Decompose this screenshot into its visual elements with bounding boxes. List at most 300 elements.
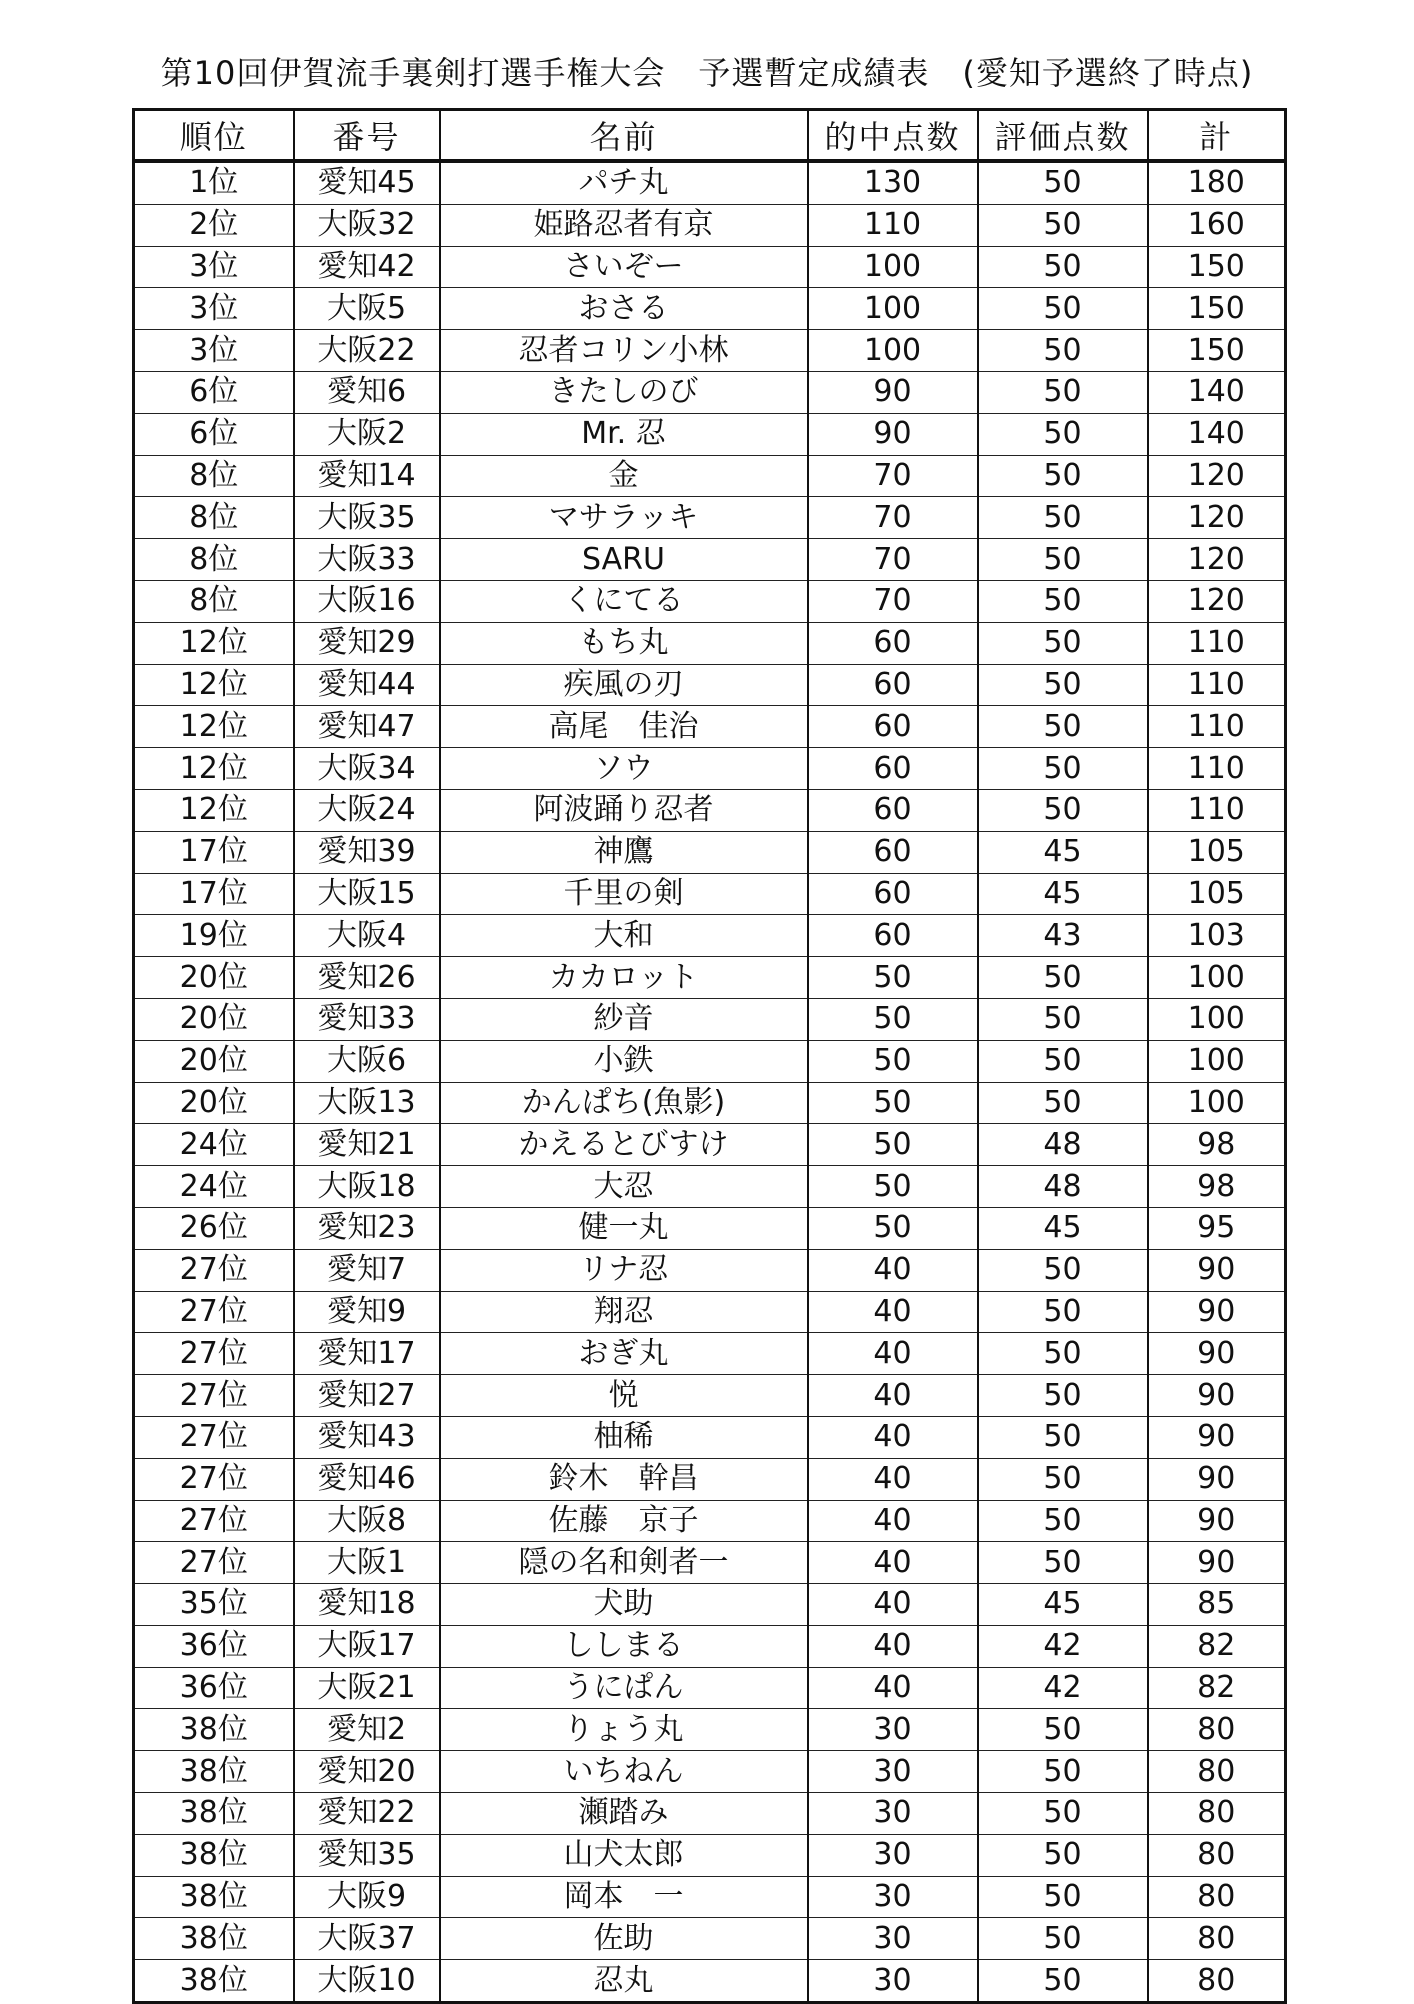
cell-eval-points: 50: [978, 998, 1148, 1040]
cell-name: 千里の剣: [440, 873, 808, 915]
table-row: [134, 371, 1286, 413]
cell-total: 90: [1148, 1291, 1286, 1333]
cell-name: 佐助: [440, 1918, 808, 1960]
table-row: [134, 915, 1286, 957]
cell-total: 80: [1148, 1751, 1286, 1793]
cell-hit-points: 100: [808, 246, 978, 288]
header-name: 名前: [440, 110, 808, 162]
cell-total: 120: [1148, 497, 1286, 539]
table-row: [134, 748, 1286, 790]
cell-rank: 38位: [134, 1876, 294, 1918]
cell-total: 90: [1148, 1458, 1286, 1500]
cell-total: 140: [1148, 371, 1286, 413]
table-row: [134, 1793, 1286, 1835]
cell-hit-points: 40: [808, 1584, 978, 1626]
cell-eval-points: 50: [978, 455, 1148, 497]
cell-hit-points: 40: [808, 1625, 978, 1667]
table-row: [134, 706, 1286, 748]
cell-number: 愛知22: [294, 1793, 440, 1835]
cell-hit-points: 70: [808, 497, 978, 539]
cell-eval-points: 50: [978, 1040, 1148, 1082]
table-row: [134, 288, 1286, 330]
cell-total: 103: [1148, 915, 1286, 957]
table-row: [134, 1709, 1286, 1751]
cell-hit-points: 40: [808, 1375, 978, 1417]
table-row: [134, 1375, 1286, 1417]
cell-eval-points: 50: [978, 497, 1148, 539]
cell-total: 100: [1148, 1040, 1286, 1082]
cell-number: 大阪16: [294, 580, 440, 622]
cell-eval-points: 50: [978, 580, 1148, 622]
cell-number: 大阪8: [294, 1500, 440, 1542]
table-row: [134, 1124, 1286, 1166]
cell-rank: 20位: [134, 1082, 294, 1124]
cell-hit-points: 70: [808, 539, 978, 581]
cell-hit-points: 100: [808, 330, 978, 372]
cell-hit-points: 60: [808, 915, 978, 957]
cell-number: 愛知43: [294, 1416, 440, 1458]
cell-rank: 20位: [134, 998, 294, 1040]
cell-hit-points: 50: [808, 1040, 978, 1082]
cell-name: 神鷹: [440, 831, 808, 873]
cell-eval-points: 50: [978, 1876, 1148, 1918]
cell-name: 阿波踊り忍者: [440, 789, 808, 831]
cell-number: 愛知6: [294, 371, 440, 413]
cell-eval-points: 50: [978, 204, 1148, 246]
cell-rank: 20位: [134, 1040, 294, 1082]
cell-total: 98: [1148, 1124, 1286, 1166]
cell-eval-points: 50: [978, 288, 1148, 330]
table-row: [134, 1751, 1286, 1793]
cell-rank: 38位: [134, 1918, 294, 1960]
table-row: [134, 873, 1286, 915]
cell-name: 小鉄: [440, 1040, 808, 1082]
cell-rank: 8位: [134, 539, 294, 581]
cell-rank: 2位: [134, 204, 294, 246]
cell-rank: 38位: [134, 1751, 294, 1793]
cell-hit-points: 30: [808, 1709, 978, 1751]
table-row: [134, 1166, 1286, 1208]
table-row: [134, 413, 1286, 455]
cell-hit-points: 50: [808, 1124, 978, 1166]
cell-number: 大阪1: [294, 1542, 440, 1584]
cell-number: 愛知23: [294, 1207, 440, 1249]
table-row: [134, 1040, 1286, 1082]
table-row: [134, 246, 1286, 288]
cell-total: 82: [1148, 1625, 1286, 1667]
cell-total: 105: [1148, 873, 1286, 915]
cell-eval-points: 42: [978, 1625, 1148, 1667]
cell-name: いちねん: [440, 1751, 808, 1793]
cell-name: 紗音: [440, 998, 808, 1040]
table-row: [134, 1500, 1286, 1542]
cell-name: 柚稀: [440, 1416, 808, 1458]
cell-name: きたしのび: [440, 371, 808, 413]
cell-number: 愛知7: [294, 1249, 440, 1291]
cell-name: 大忍: [440, 1166, 808, 1208]
table-row: [134, 1458, 1286, 1500]
cell-name: ソウ: [440, 748, 808, 790]
cell-eval-points: 50: [978, 1082, 1148, 1124]
table-row: [134, 1291, 1286, 1333]
cell-rank: 38位: [134, 1960, 294, 2003]
cell-hit-points: 50: [808, 1207, 978, 1249]
cell-name: 忍丸: [440, 1960, 808, 2003]
cell-total: 80: [1148, 1918, 1286, 1960]
cell-rank: 27位: [134, 1458, 294, 1500]
cell-total: 80: [1148, 1793, 1286, 1835]
cell-name: 疾風の刃: [440, 664, 808, 706]
cell-rank: 8位: [134, 580, 294, 622]
cell-total: 150: [1148, 288, 1286, 330]
cell-name: パチ丸: [440, 161, 808, 204]
cell-rank: 19位: [134, 915, 294, 957]
cell-name: SARU: [440, 539, 808, 581]
cell-eval-points: 50: [978, 1500, 1148, 1542]
cell-number: 愛知21: [294, 1124, 440, 1166]
cell-total: 110: [1148, 664, 1286, 706]
cell-eval-points: 50: [978, 1751, 1148, 1793]
results-table: [132, 108, 1287, 2004]
cell-number: 大阪22: [294, 330, 440, 372]
cell-number: 大阪15: [294, 873, 440, 915]
cell-total: 82: [1148, 1667, 1286, 1709]
cell-eval-points: 50: [978, 748, 1148, 790]
cell-rank: 3位: [134, 288, 294, 330]
cell-eval-points: 45: [978, 1207, 1148, 1249]
cell-total: 90: [1148, 1333, 1286, 1375]
cell-total: 160: [1148, 204, 1286, 246]
cell-rank: 27位: [134, 1500, 294, 1542]
table-row: [134, 1960, 1286, 2003]
cell-total: 105: [1148, 831, 1286, 873]
cell-name: Mr. 忍: [440, 413, 808, 455]
cell-number: 愛知47: [294, 706, 440, 748]
table-row: [134, 1082, 1286, 1124]
cell-number: 愛知45: [294, 161, 440, 204]
cell-rank: 36位: [134, 1625, 294, 1667]
cell-total: 110: [1148, 748, 1286, 790]
cell-number: 愛知2: [294, 1709, 440, 1751]
table-row: [134, 1207, 1286, 1249]
cell-name: 悦: [440, 1375, 808, 1417]
cell-hit-points: 40: [808, 1458, 978, 1500]
cell-eval-points: 50: [978, 1834, 1148, 1876]
cell-rank: 12位: [134, 664, 294, 706]
page-title: 第10回伊賀流手裏剣打選手権大会 予選暫定成績表 (愛知予選終了時点): [160, 54, 1254, 92]
cell-rank: 8位: [134, 497, 294, 539]
table-row: [134, 1542, 1286, 1584]
cell-eval-points: 45: [978, 873, 1148, 915]
header-eval-points: 評価点数: [978, 110, 1148, 162]
cell-hit-points: 50: [808, 1082, 978, 1124]
cell-eval-points: 50: [978, 371, 1148, 413]
cell-number: 大阪5: [294, 288, 440, 330]
cell-total: 150: [1148, 246, 1286, 288]
cell-name: かんぱち(魚影): [440, 1082, 808, 1124]
cell-number: 大阪32: [294, 204, 440, 246]
cell-total: 80: [1148, 1834, 1286, 1876]
cell-hit-points: 90: [808, 413, 978, 455]
cell-eval-points: 50: [978, 1960, 1148, 2003]
cell-hit-points: 60: [808, 789, 978, 831]
cell-name: 隠の名和剣者一: [440, 1542, 808, 1584]
cell-rank: 38位: [134, 1834, 294, 1876]
cell-rank: 8位: [134, 455, 294, 497]
cell-total: 180: [1148, 161, 1286, 204]
cell-rank: 38位: [134, 1793, 294, 1835]
cell-name: 翔忍: [440, 1291, 808, 1333]
cell-total: 150: [1148, 330, 1286, 372]
cell-number: 愛知17: [294, 1333, 440, 1375]
cell-hit-points: 40: [808, 1291, 978, 1333]
cell-total: 90: [1148, 1375, 1286, 1417]
cell-total: 90: [1148, 1542, 1286, 1584]
cell-hit-points: 60: [808, 622, 978, 664]
cell-hit-points: 60: [808, 706, 978, 748]
table-row: [134, 1584, 1286, 1626]
cell-rank: 35位: [134, 1584, 294, 1626]
table-body: [134, 161, 1286, 2003]
cell-total: 120: [1148, 580, 1286, 622]
table-row: [134, 789, 1286, 831]
cell-number: 大阪17: [294, 1625, 440, 1667]
cell-hit-points: 100: [808, 288, 978, 330]
cell-name: 鈴木 幹昌: [440, 1458, 808, 1500]
cell-hit-points: 30: [808, 1918, 978, 1960]
cell-hit-points: 30: [808, 1751, 978, 1793]
cell-rank: 27位: [134, 1416, 294, 1458]
cell-rank: 6位: [134, 371, 294, 413]
cell-hit-points: 60: [808, 664, 978, 706]
cell-hit-points: 40: [808, 1500, 978, 1542]
cell-total: 140: [1148, 413, 1286, 455]
cell-total: 110: [1148, 622, 1286, 664]
cell-total: 100: [1148, 1082, 1286, 1124]
cell-name: 高尾 佳治: [440, 706, 808, 748]
table-row: [134, 497, 1286, 539]
cell-name: 忍者コリン小林: [440, 330, 808, 372]
table-row: [134, 1333, 1286, 1375]
cell-name: 瀬踏み: [440, 1793, 808, 1835]
cell-name: おさる: [440, 288, 808, 330]
cell-rank: 24位: [134, 1124, 294, 1166]
cell-total: 85: [1148, 1584, 1286, 1626]
cell-number: 大阪4: [294, 915, 440, 957]
cell-total: 90: [1148, 1416, 1286, 1458]
cell-number: 愛知26: [294, 957, 440, 999]
table-row: [134, 330, 1286, 372]
cell-name: 大和: [440, 915, 808, 957]
cell-rank: 3位: [134, 246, 294, 288]
cell-eval-points: 50: [978, 1333, 1148, 1375]
cell-number: 愛知29: [294, 622, 440, 664]
cell-name: うにぱん: [440, 1667, 808, 1709]
cell-hit-points: 40: [808, 1667, 978, 1709]
cell-total: 90: [1148, 1500, 1286, 1542]
cell-eval-points: 43: [978, 915, 1148, 957]
cell-name: マサラッキ: [440, 497, 808, 539]
table-row: [134, 1416, 1286, 1458]
cell-hit-points: 30: [808, 1876, 978, 1918]
cell-rank: 12位: [134, 789, 294, 831]
cell-number: 愛知33: [294, 998, 440, 1040]
cell-hit-points: 30: [808, 1960, 978, 2003]
table-header: [134, 110, 1286, 162]
cell-hit-points: 90: [808, 371, 978, 413]
cell-name: さいぞー: [440, 246, 808, 288]
cell-hit-points: 60: [808, 873, 978, 915]
table-row: [134, 1918, 1286, 1960]
cell-eval-points: 50: [978, 957, 1148, 999]
cell-eval-points: 50: [978, 706, 1148, 748]
header-rank: 順位: [134, 110, 294, 162]
cell-number: 大阪6: [294, 1040, 440, 1082]
cell-name: おぎ丸: [440, 1333, 808, 1375]
cell-hit-points: 50: [808, 998, 978, 1040]
table-row: [134, 831, 1286, 873]
cell-hit-points: 40: [808, 1542, 978, 1584]
cell-hit-points: 110: [808, 204, 978, 246]
cell-eval-points: 50: [978, 246, 1148, 288]
cell-number: 大阪37: [294, 1918, 440, 1960]
cell-number: 大阪21: [294, 1667, 440, 1709]
cell-number: 愛知20: [294, 1751, 440, 1793]
cell-eval-points: 50: [978, 1918, 1148, 1960]
cell-hit-points: 50: [808, 957, 978, 999]
cell-name: リナ忍: [440, 1249, 808, 1291]
cell-rank: 12位: [134, 706, 294, 748]
cell-total: 95: [1148, 1207, 1286, 1249]
cell-rank: 17位: [134, 873, 294, 915]
cell-total: 98: [1148, 1166, 1286, 1208]
cell-rank: 27位: [134, 1542, 294, 1584]
cell-number: 愛知44: [294, 664, 440, 706]
cell-hit-points: 40: [808, 1333, 978, 1375]
cell-number: 大阪24: [294, 789, 440, 831]
cell-total: 90: [1148, 1249, 1286, 1291]
table-row: [134, 622, 1286, 664]
cell-hit-points: 70: [808, 580, 978, 622]
cell-number: 愛知27: [294, 1375, 440, 1417]
cell-number: 大阪34: [294, 748, 440, 790]
cell-number: 愛知42: [294, 246, 440, 288]
cell-name: 佐藤 京子: [440, 1500, 808, 1542]
cell-number: 愛知46: [294, 1458, 440, 1500]
cell-eval-points: 50: [978, 330, 1148, 372]
header-number: 番号: [294, 110, 440, 162]
cell-rank: 12位: [134, 748, 294, 790]
cell-total: 110: [1148, 706, 1286, 748]
cell-name: 金: [440, 455, 808, 497]
cell-rank: 24位: [134, 1166, 294, 1208]
cell-rank: 36位: [134, 1667, 294, 1709]
cell-total: 80: [1148, 1709, 1286, 1751]
cell-name: 姫路忍者有京: [440, 204, 808, 246]
cell-name: カカロット: [440, 957, 808, 999]
cell-eval-points: 50: [978, 1542, 1148, 1584]
cell-rank: 38位: [134, 1709, 294, 1751]
table-row: [134, 161, 1286, 204]
table-row: [134, 1625, 1286, 1667]
cell-number: 大阪2: [294, 413, 440, 455]
cell-rank: 1位: [134, 161, 294, 204]
cell-number: 大阪13: [294, 1082, 440, 1124]
cell-number: 大阪9: [294, 1876, 440, 1918]
cell-rank: 27位: [134, 1249, 294, 1291]
cell-eval-points: 50: [978, 161, 1148, 204]
cell-name: くにてる: [440, 580, 808, 622]
cell-number: 愛知18: [294, 1584, 440, 1626]
cell-total: 110: [1148, 789, 1286, 831]
cell-total: 120: [1148, 455, 1286, 497]
cell-hit-points: 40: [808, 1249, 978, 1291]
table-row: [134, 1876, 1286, 1918]
cell-rank: 17位: [134, 831, 294, 873]
cell-rank: 27位: [134, 1375, 294, 1417]
cell-eval-points: 50: [978, 1793, 1148, 1835]
cell-eval-points: 50: [978, 1709, 1148, 1751]
cell-name: ししまる: [440, 1625, 808, 1667]
cell-rank: 12位: [134, 622, 294, 664]
cell-rank: 20位: [134, 957, 294, 999]
cell-total: 80: [1148, 1960, 1286, 2003]
cell-hit-points: 130: [808, 161, 978, 204]
cell-total: 100: [1148, 998, 1286, 1040]
cell-hit-points: 30: [808, 1793, 978, 1835]
cell-eval-points: 50: [978, 1375, 1148, 1417]
cell-number: 大阪35: [294, 497, 440, 539]
cell-eval-points: 50: [978, 413, 1148, 455]
cell-hit-points: 30: [808, 1834, 978, 1876]
cell-eval-points: 50: [978, 1416, 1148, 1458]
cell-hit-points: 70: [808, 455, 978, 497]
cell-total: 100: [1148, 957, 1286, 999]
table-row: [134, 957, 1286, 999]
cell-hit-points: 60: [808, 748, 978, 790]
cell-name: 犬助: [440, 1584, 808, 1626]
cell-rank: 26位: [134, 1207, 294, 1249]
cell-hit-points: 60: [808, 831, 978, 873]
cell-total: 120: [1148, 539, 1286, 581]
cell-rank: 27位: [134, 1333, 294, 1375]
cell-number: 愛知39: [294, 831, 440, 873]
cell-hit-points: 50: [808, 1166, 978, 1208]
cell-eval-points: 50: [978, 622, 1148, 664]
table-row: [134, 580, 1286, 622]
cell-eval-points: 45: [978, 831, 1148, 873]
cell-eval-points: 50: [978, 1291, 1148, 1333]
table-row: [134, 204, 1286, 246]
cell-rank: 6位: [134, 413, 294, 455]
cell-eval-points: 50: [978, 1249, 1148, 1291]
cell-eval-points: 50: [978, 664, 1148, 706]
cell-eval-points: 42: [978, 1667, 1148, 1709]
table-row: [134, 539, 1286, 581]
cell-rank: 27位: [134, 1291, 294, 1333]
cell-number: 愛知9: [294, 1291, 440, 1333]
table-row: [134, 1249, 1286, 1291]
cell-eval-points: 50: [978, 539, 1148, 581]
table-row: [134, 455, 1286, 497]
table-row: [134, 1667, 1286, 1709]
header-row: [134, 110, 1286, 162]
cell-name: 健一丸: [440, 1207, 808, 1249]
cell-number: 大阪33: [294, 539, 440, 581]
cell-eval-points: 50: [978, 789, 1148, 831]
cell-number: 大阪18: [294, 1166, 440, 1208]
cell-number: 愛知35: [294, 1834, 440, 1876]
